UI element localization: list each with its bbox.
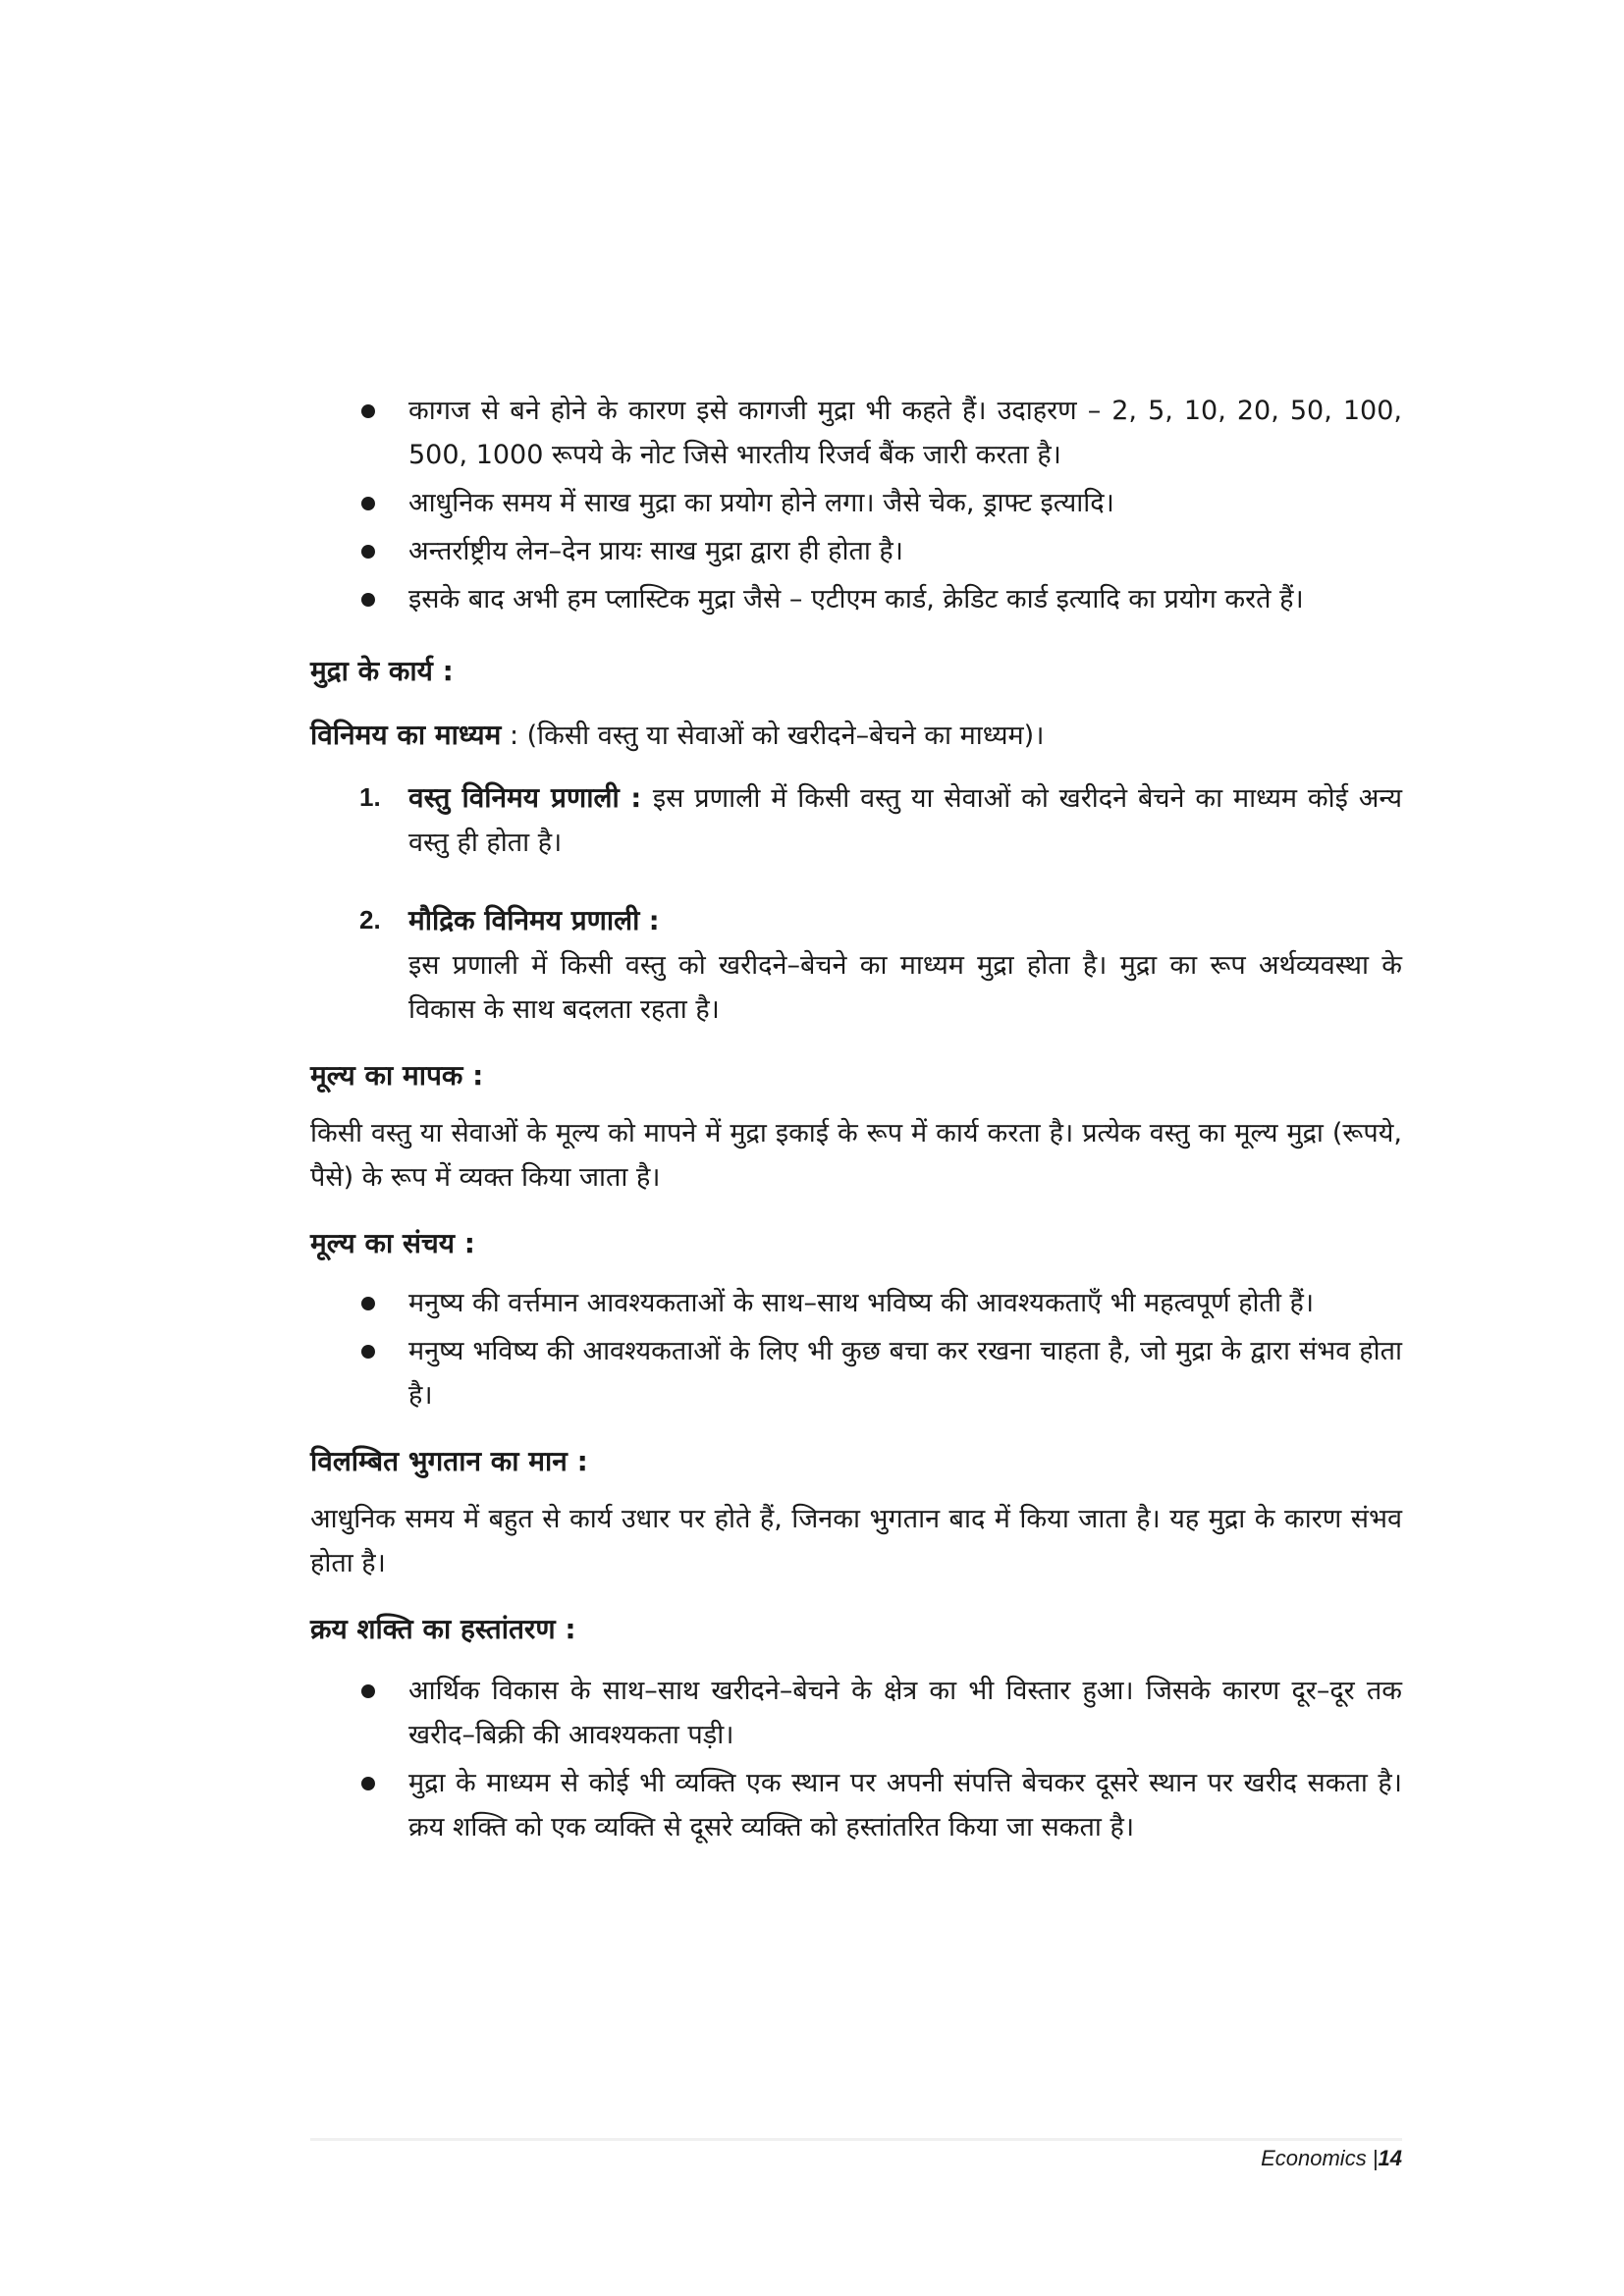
bullet-icon xyxy=(361,1777,375,1790)
item-colon: : xyxy=(619,783,653,814)
bullet-icon xyxy=(361,1684,375,1698)
item-number: 2. xyxy=(359,905,381,934)
exchange-medium-colon: : xyxy=(501,721,527,751)
bullet-icon xyxy=(361,497,375,510)
exchange-medium-title: विनिमय का माध्यम xyxy=(310,719,502,751)
page-number: 14 xyxy=(1378,2146,1402,2170)
list-item xyxy=(310,529,1402,573)
item-title: वस्तु विनिमय प्रणाली xyxy=(408,781,620,814)
item-text: इस प्रणाली में किसी वस्तु को खरीदने–बेचने का माध्यम मुद्रा होता है। मुद्रा का रूप अर्थव्यवस्था के विकास के साथ बदलता रहता है। xyxy=(408,950,1402,1025)
item-title: मौद्रिक विनिमय प्रणाली xyxy=(408,904,640,936)
intro-bullet-list xyxy=(310,389,1402,621)
bullet-icon xyxy=(361,545,375,559)
transfer-bullet-list xyxy=(310,1669,1402,1849)
list-item xyxy=(310,577,1402,621)
section-heading-store: मूल्य का संचय : xyxy=(310,1227,475,1259)
measure-paragraph: किसी वस्तु या सेवाओं के मूल्य को मापने में मुद्रा इकाई के रूप में कार्य करता है। प्रत्येक वस्तु का मूल्य मुद्रा (रूपये, पैसे) के रूप में व्यक्त किया जाता है। xyxy=(310,1118,1402,1193)
exchange-system-list xyxy=(310,775,1402,1032)
bullet-icon xyxy=(361,404,375,418)
footer-separator: | xyxy=(1366,2146,1379,2170)
item-number: 1. xyxy=(359,782,381,812)
list-item-text: मनुष्य भविष्य की आवश्यकताओं के लिए भी कुछ बचा कर रखना चाहता है, जो मुद्रा के द्वारा संभव होता है। xyxy=(408,1336,1402,1411)
footer-divider xyxy=(310,2138,1402,2141)
list-item-text: कागज से बने होने के कारण इसे कागजी मुद्रा भी कहते हैं। उदाहरण – 2, 5, 10, 20, 50, 100, 500, 1000 रूपये के नोट जिसे भारतीय रिजर्व बैंक जारी करता है। xyxy=(408,396,1402,470)
bullet-icon xyxy=(361,593,375,607)
bullet-icon xyxy=(361,1345,375,1359)
list-item xyxy=(310,1761,1402,1849)
section-heading-measure: मूल्य का मापक : xyxy=(310,1059,484,1092)
deferred-paragraph: आधुनिक समय में बहुत से कार्य उधार पर होते हैं, जिनका भुगतान बाद में किया जाता है। यह मुद्रा के कारण संभव होता है। xyxy=(310,1504,1402,1578)
section-heading-deferred: विलम्बित भुगतान का मान : xyxy=(310,1445,588,1477)
page-footer xyxy=(1261,2146,1402,2171)
list-item xyxy=(310,1329,1402,1417)
numbered-item-barter xyxy=(310,775,1402,865)
section-heading-functions: मुद्रा के कार्य : xyxy=(310,655,454,687)
bullet-icon xyxy=(361,1297,375,1310)
list-item-text: इसके बाद अभी हम प्लास्टिक मुद्रा जैसे – एटीएम कार्ड, क्रेडिट कार्ड इत्यादि का प्रयोग करते हैं। xyxy=(408,584,1304,614)
list-item-text: मुद्रा के माध्यम से कोई भी व्यक्ति एक स्थान पर अपनी संपत्ति बेचकर दूसरे स्थान पर खरीद सकता है। क्रय शक्ति को एक व्यक्ति से दूसरे व्यक्ति को हस्तांतरित किया जा सकता है। xyxy=(408,1768,1402,1842)
numbered-item-monetary xyxy=(310,898,1402,1032)
document-page xyxy=(310,389,1402,1849)
item-colon: : xyxy=(639,906,660,936)
list-item xyxy=(310,1281,1402,1325)
footer-subject: Economics xyxy=(1261,2146,1367,2170)
exchange-medium-desc: (किसी वस्तु या सेवाओं को खरीदने–बेचने का माध्यम)। xyxy=(526,721,1045,751)
list-item xyxy=(310,1669,1402,1757)
store-bullet-list xyxy=(310,1281,1402,1417)
list-item-text: आर्थिक विकास के साथ–साथ खरीदने–बेचने के क्षेत्र का भी विस्तार हुआ। जिसके कारण दूर–दूर तक खरीद–बिक्री की आवश्यकता पड़ी। xyxy=(408,1676,1402,1750)
list-item-text: मनुष्य की वर्त्तमान आवश्यकताओं के साथ–साथ भविष्य की आवश्यकताएँ भी महत्वपूर्ण होती हैं। xyxy=(408,1288,1315,1318)
exchange-medium-line xyxy=(310,713,1402,758)
list-item-text: आधुनिक समय में साख मुद्रा का प्रयोग होने लगा। जैसे चेक, ड्राफ्ट इत्यादि। xyxy=(408,488,1114,518)
list-item xyxy=(310,389,1402,477)
list-item-text: अन्तर्राष्ट्रीय लेन–देन प्रायः साख मुद्रा द्वारा ही होता है। xyxy=(408,536,904,566)
item-text: इस प्रणाली में किसी वस्तु या सेवाओं को खरीदने बेचने का माध्यम कोई अन्य वस्तु ही होता है। xyxy=(408,783,1402,858)
section-heading-transfer: क्रय शक्ति का हस्तांतरण : xyxy=(310,1613,576,1645)
list-item xyxy=(310,481,1402,525)
